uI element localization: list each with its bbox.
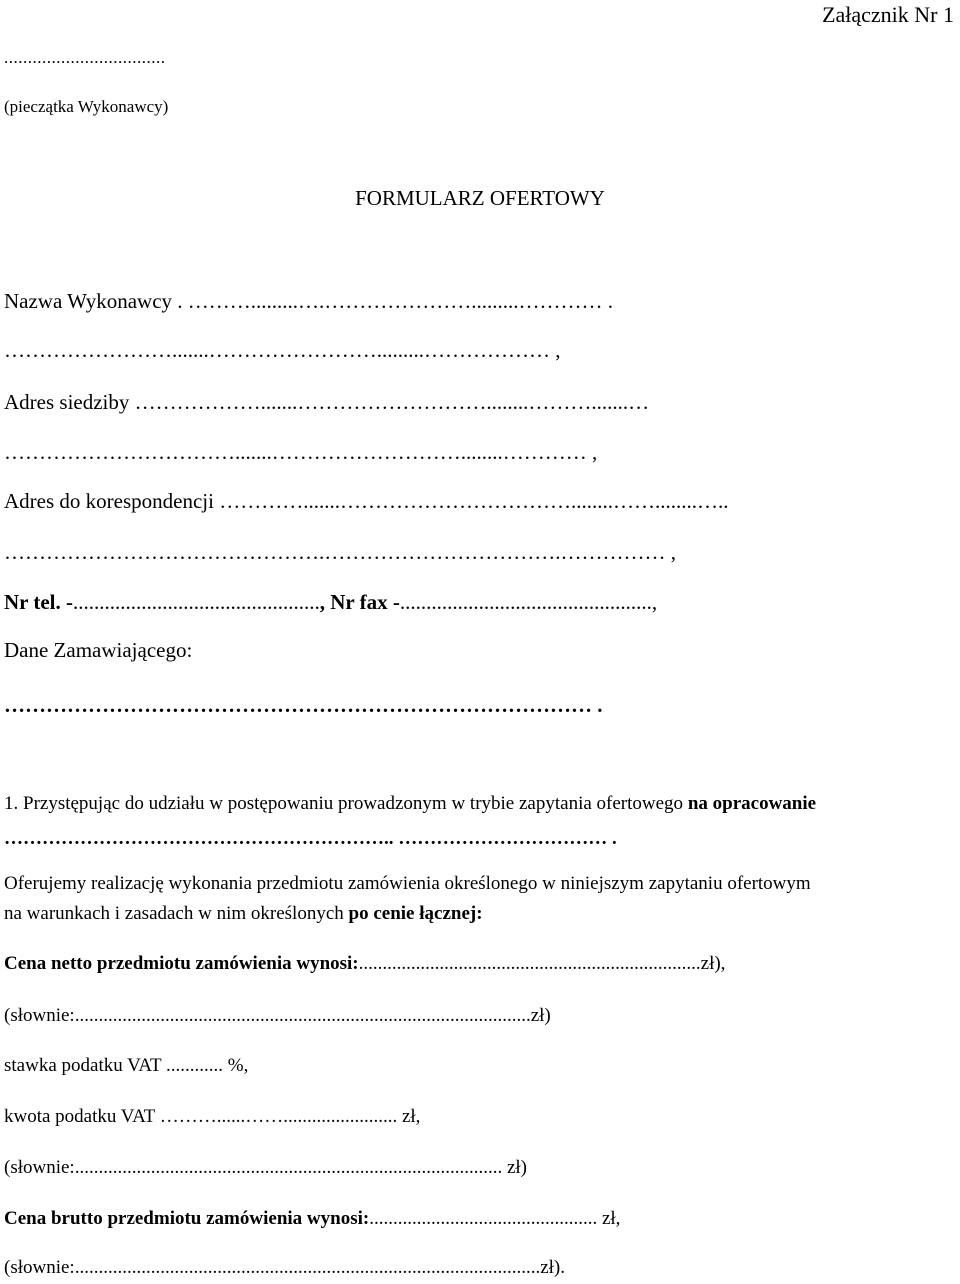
section1-bold: na opracowanie: [687, 793, 817, 814]
gross-price-words: (słownie:..................................................................................................zł).: [4, 1257, 566, 1278]
contractor-address-dots: ……………….......………………………........……….......…: [129, 390, 650, 414]
fax-end: ,: [651, 590, 658, 614]
net-price-value: ........................................................................zł),: [358, 953, 726, 974]
stamp-dots: ..................................: [4, 48, 166, 67]
net-price-line: [4, 953, 725, 975]
fax-dots: ................................................: [399, 590, 652, 614]
offer-line-2-text: na warunkach i zasadach w nim określonych: [4, 903, 349, 924]
contractor-name-dots-2: …………………….......…………………….........……………… ,: [4, 338, 561, 362]
section1-dots: …………………………………………………….. …………………………… .: [4, 828, 617, 849]
vat-rate: stawka podatku VAT ............ %,: [4, 1055, 249, 1076]
correspondence-address-label: Adres do korespondencji: [4, 489, 214, 513]
vat-amount: kwota podatku VAT ………......……........................ zł,: [4, 1106, 421, 1127]
phone-fax-line: [4, 590, 657, 615]
fax-label: , Nr fax -: [319, 590, 400, 614]
client-dots: ………………………………………………………………………… .: [4, 693, 603, 717]
contractor-address-label: Adres siedziby: [4, 390, 130, 414]
contractor-name-line: [4, 289, 613, 314]
offer-line-1: Oferujemy realizację wykonania przedmiotu zamówienia określonego w niniejszym zapytaniu ofertowym: [4, 873, 811, 894]
client-label: Dane Zamawiającego:: [4, 638, 193, 662]
correspondence-address-dots-2: ……………………………………….…………………………….…………… ,: [4, 540, 676, 564]
section1-text: 1. Przystępując do udziału w postępowaniu prowadzonym w trybie zapytania ofertowego: [4, 793, 688, 814]
gross-price-value: ................................................ zł,: [369, 1208, 621, 1229]
net-price-words: (słownie:................................................................................................zł): [4, 1005, 551, 1026]
offer-line-2: [4, 903, 483, 925]
correspondence-address-line: [4, 489, 728, 514]
contractor-address-line: [4, 390, 649, 415]
contractor-address-dots-2: …………………………….......………………………........………… ,: [4, 440, 598, 464]
gross-price-line: [4, 1208, 620, 1230]
annex-label: Załącznik Nr 1: [822, 2, 954, 27]
net-price-label: Cena netto przedmiotu zamówienia wynosi:: [4, 953, 359, 974]
contractor-name-dots: . ……….........….………………….........………… .: [172, 289, 614, 313]
offer-line-2-bold: po cenie łącznej:: [348, 903, 483, 924]
correspondence-address-dots: ………….......……………………………........……........…..: [213, 489, 729, 513]
gross-price-label: Cena brutto przedmiotu zamówienia wynosi:: [4, 1208, 370, 1229]
contractor-name-label: Nazwa Wykonawcy: [4, 289, 173, 313]
stamp-caption: (pieczątka Wykonawcy): [4, 97, 169, 116]
form-title: FORMULARZ OFERTOWY: [355, 186, 605, 210]
phone-dots: ...............................................: [73, 590, 320, 614]
section1-line: [4, 793, 816, 815]
vat-amount-words: (słownie:.......................................................................................... zł): [4, 1157, 528, 1178]
phone-label: Nr tel. -: [4, 590, 73, 614]
